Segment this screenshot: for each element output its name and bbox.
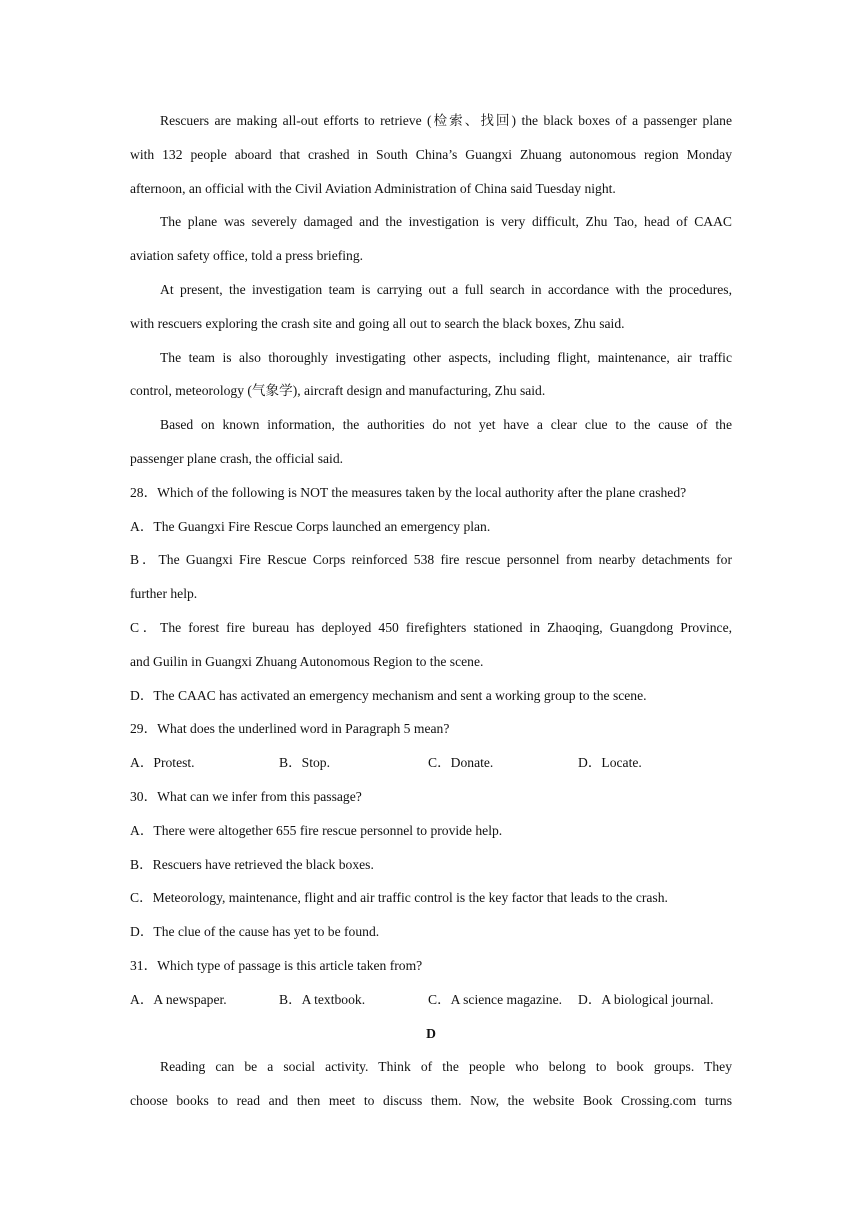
options-row (130, 983, 732, 1017)
question-28 (130, 476, 732, 713)
paragraph-line: choose books to read and then meet to discuss them. Now, the website Book Crossing.com turns (130, 1093, 732, 1109)
passage-d-paragraph (130, 1050, 732, 1118)
question-stem: 31．Which type of passage is this article taken from? (130, 957, 423, 973)
options-row (130, 746, 732, 780)
section-heading: D (426, 1025, 436, 1041)
option-c: C．Donate. (428, 755, 494, 771)
paragraph-line: aviation safety office, told a press briefing. (130, 248, 364, 264)
option-d: D．A biological journal. (578, 991, 714, 1007)
option-b: B．A textbook. (279, 991, 366, 1007)
option-c: C．A science magazine. (428, 991, 562, 1007)
question-stem: 28．Which of the following is NOT the measures taken by the local authority after the plane crashed? (130, 484, 687, 500)
option-c: C．Meteorology, maintenance, flight and air traffic control is the key factor that leads to the crash. (130, 890, 668, 906)
paragraph-1 (130, 104, 732, 205)
option-c-continued: and Guilin in Guangxi Zhuang Autonomous Region to the scene. (130, 653, 484, 669)
question-30 (130, 780, 732, 949)
paragraph-line: with rescuers exploring the crash site and going all out to search the black boxes, Zhu said. (130, 315, 625, 331)
paragraph-line: Reading can be a social activity. Think of the people who belong to book groups. They (160, 1059, 732, 1075)
option-a: A．Protest. (130, 755, 195, 771)
option-a: A．The Guangxi Fire Rescue Corps launched an emergency plan. (130, 518, 491, 534)
paragraph-3 (130, 273, 732, 341)
question-29 (130, 712, 732, 780)
paragraph-line: The plane was severely damaged and the investigation is very difficult, Zhu Tao, head of CAAC (160, 214, 732, 230)
option-b: B．Rescuers have retrieved the black boxes. (130, 856, 374, 872)
paragraph-line: At present, the investigation team is carrying out a full search in accordance with the procedures, (160, 281, 732, 297)
paragraph-line: The team is also thoroughly investigating other aspects, including flight, maintenance, air traffic (160, 349, 732, 365)
option-a: A．There were altogether 655 fire rescue personnel to provide help. (130, 822, 503, 838)
page-content (130, 104, 732, 1118)
option-d: D．The clue of the cause has yet to be found. (130, 924, 380, 940)
paragraph-line: Based on known information, the authorities do not yet have a clear clue to the cause of the (160, 417, 732, 433)
option-a: A．A newspaper. (130, 991, 227, 1007)
option-d: D．The CAAC has activated an emergency mechanism and sent a working group to the scene. (130, 687, 647, 703)
option-b-continued: further help. (130, 586, 198, 602)
paragraph-line: with 132 people aboard that crashed in South China’s Guangxi Zhuang autonomous region Monday (130, 146, 732, 162)
paragraph-line: control, meteorology (气象学), aircraft design and manufacturing, Zhu said. (130, 383, 546, 399)
paragraph-line: afternoon, an official with the Civil Aviation Administration of China said Tuesday night. (130, 180, 616, 196)
paragraph-line: passenger plane crash, the official said. (130, 450, 344, 466)
question-stem: 29．What does the underlined word in Paragraph 5 mean? (130, 721, 450, 737)
question-stem: 30．What can we infer from this passage? (130, 788, 362, 804)
option-d: D．Locate. (578, 755, 642, 771)
question-31 (130, 949, 732, 1017)
paragraph-5 (130, 408, 732, 476)
paragraph-4 (130, 341, 732, 409)
option-c: C．The forest fire bureau has deployed 450 firefighters stationed in Zhaoqing, Guangdong Province, (130, 619, 732, 635)
option-b: B．The Guangxi Fire Rescue Corps reinforced 538 fire rescue personnel from nearby detachments for (130, 552, 732, 568)
paragraph-line: Rescuers are making all-out efforts to retrieve (检索、找回) the black boxes of a passenger plane (160, 113, 732, 128)
paragraph-2 (130, 205, 732, 273)
option-b: B．Stop. (279, 755, 330, 771)
